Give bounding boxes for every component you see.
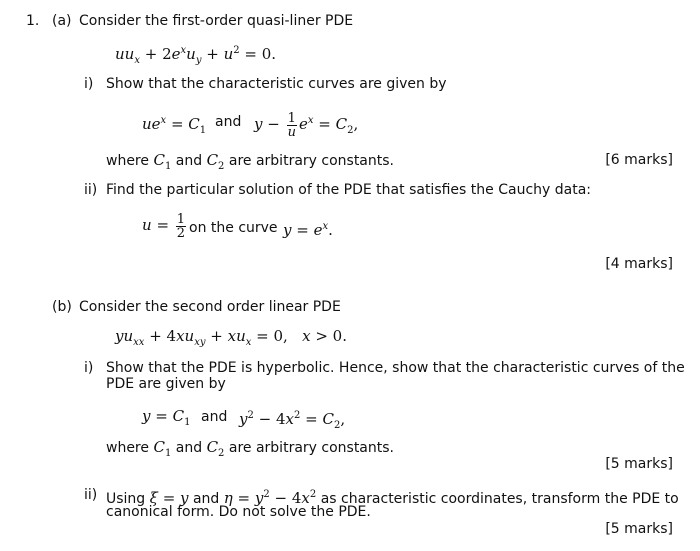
characteristic-eq-2: y − $\frac{1}{u}$ $e^x = C_2$, [254,110,359,140]
cauchy-data-eq: u = $\frac{1}{2}$ [142,211,186,241]
part-b-i-where: where $C_1$ and $C_2$ are arbitrary constants. [106,438,394,459]
part-a-pde-equation: $uu_x + 2e^xu_y + u^2 = 0$. [115,45,277,66]
part-b-pde-equation: $yu_{xx} + 4xu_{xy} + xu_x = 0$, x > 0. [115,327,347,348]
part-a-i-label: i) [84,76,94,92]
part-b-ii-marks: [5 marks] [605,521,673,537]
part-a-i-where: where $C_1$ and $C_2$ are arbitrary constants. [106,151,394,172]
characteristic-eq-1: $ue^x = C_1$ [142,115,207,136]
part-b-ii-text-line1: Using ξ = y and $\eta = y^2 - 4x^2$ as characteristic coordinates, transform the PDE to [106,489,679,507]
part-b-i-label: i) [84,360,94,376]
part-a-i-marks: [6 marks] [605,152,673,168]
and-connector-a: and [215,114,242,130]
characteristic-eq-b2: $y^2 - 4x^2 = C_2$, [239,410,346,431]
part-b-label: (b) [52,299,72,315]
part-a-label: (a) [52,13,72,29]
part-a-intro: Consider the first-order quasi-liner PDE [79,13,354,29]
question-number: 1. [26,13,40,29]
curve-text: on the curve [189,220,278,236]
part-b-i-text-line2: PDE are given by [106,376,226,392]
part-a-i-text: Show that the characteristic curves are given by [106,76,447,92]
part-b-ii-text-line2: canonical form. Do not solve the PDE. [106,504,371,520]
part-a-ii-text: Find the particular solution of the PDE that satisfies the Cauchy data: [106,182,591,198]
part-a-ii-marks: [4 marks] [605,256,673,272]
part-a-ii-label: ii) [84,182,98,198]
characteristic-eq-b1: $y = C_1$ [142,407,191,428]
part-b-intro: Consider the second order linear PDE [79,299,341,315]
part-b-ii-label: ii) [84,487,98,503]
part-b-i-marks: [5 marks] [605,456,673,472]
and-connector-b: and [201,409,228,425]
part-b-i-text-line1: Show that the PDE is hyperbolic. Hence, show that the characteristic curves of the [106,360,685,376]
cauchy-curve-eq: $y = e^x$. [283,221,333,239]
